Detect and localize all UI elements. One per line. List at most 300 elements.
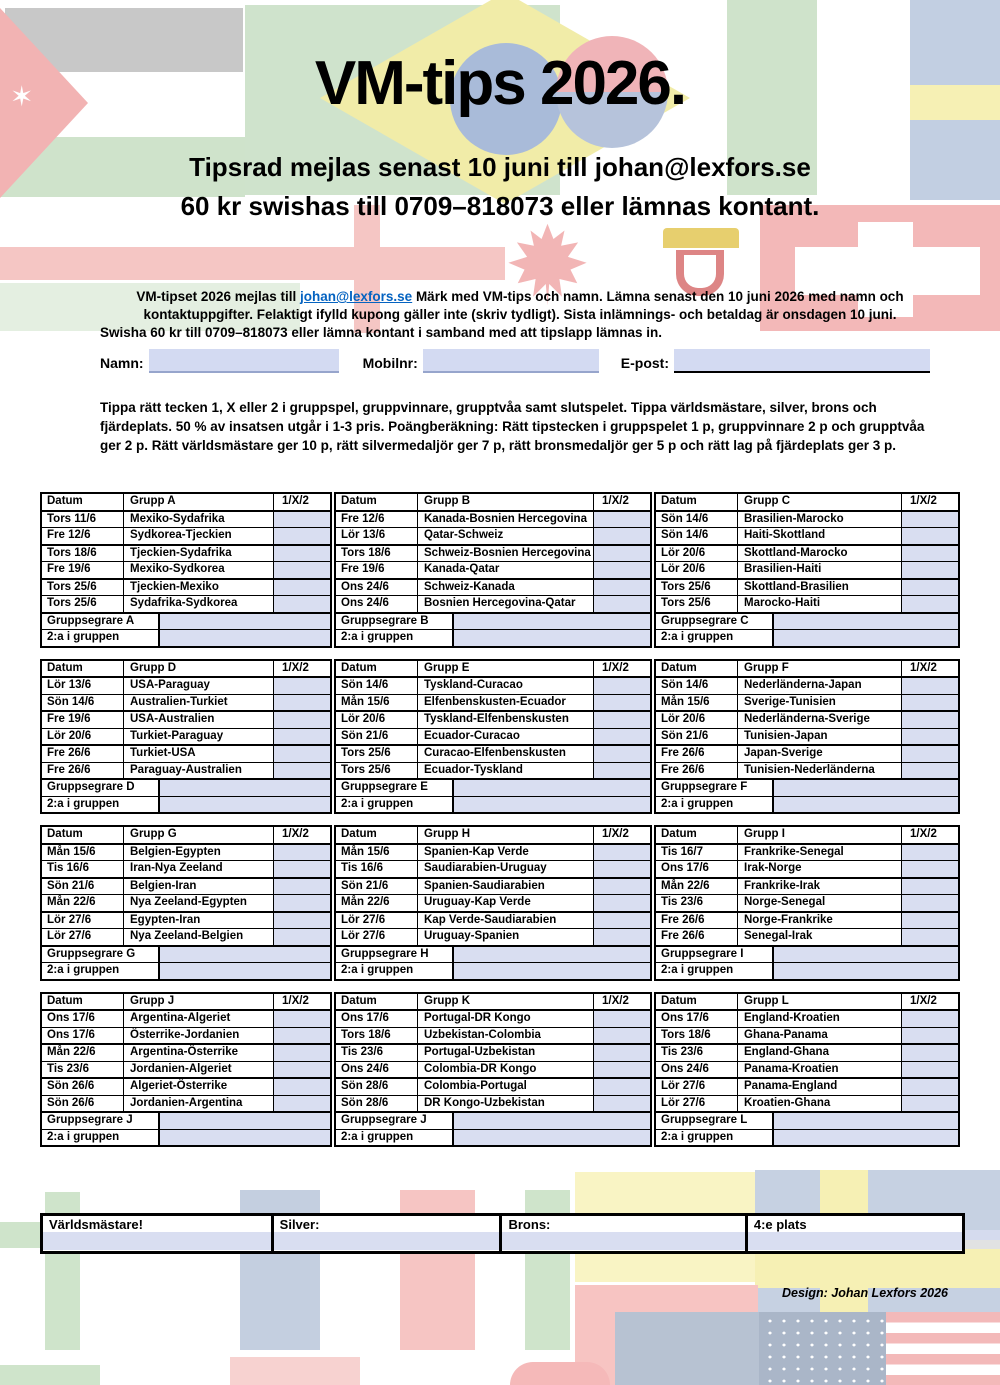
group-winner-row [336,1111,650,1129]
group-runnerup-label: 2:a i gruppen [656,1130,774,1146]
match-teams: Brasilien-Haiti [738,562,902,578]
tip-input-cell[interactable] [902,1079,958,1095]
tip-input-cell[interactable] [594,1045,650,1061]
column-header-group: Grupp K [418,994,594,1010]
group-runnerup-input[interactable] [454,1130,650,1146]
match-date: Ons 24/6 [656,1062,738,1078]
column-header-datum: Datum [656,994,738,1010]
match-date: Sön 21/6 [336,879,418,895]
match-row [656,843,958,861]
match-row [656,911,958,929]
group-table-B [334,492,652,648]
tip-input-cell[interactable] [594,1011,650,1027]
group-runnerup-row [336,1129,650,1146]
match-teams: Spanien-Saudiarabien [418,879,594,895]
tip-input-cell[interactable] [902,1028,958,1044]
group-winner-label: Gruppsegrare D [42,780,160,796]
match-date: Sön 26/6 [42,1079,124,1095]
match-teams: Argentina-Österrike [124,1045,274,1061]
match-teams: Sydkorea-Tjeckien [124,528,274,544]
tip-input-cell[interactable] [902,546,958,562]
group-runnerup-label: 2:a i gruppen [656,963,774,979]
group-runnerup-input[interactable] [160,797,330,813]
match-row [42,694,330,711]
name-input[interactable] [149,349,339,373]
tip-input-cell[interactable] [274,528,330,544]
column-header-tip: 1/X/2 [602,994,629,1007]
match-date: Mån 15/6 [336,695,418,711]
tip-input-cell[interactable] [274,596,330,612]
match-teams: Bosnien Hercegovina-Qatar [418,596,594,612]
fourth-place-cell [748,1216,962,1251]
tip-input-cell[interactable] [274,1028,330,1044]
group-runnerup-input[interactable] [454,797,650,813]
column-header-datum: Datum [42,994,124,1010]
tip-input-cell[interactable] [594,596,650,612]
match-teams: Tunisien-Nederländerna [738,763,902,779]
column-header-datum: Datum [656,661,738,677]
match-row [42,843,330,861]
tip-input-cell[interactable] [902,1096,958,1112]
tip-input-cell[interactable] [274,562,330,578]
tip-input-cell[interactable] [594,763,650,779]
tip-input-cell[interactable] [274,861,330,877]
tip-input-cell[interactable] [274,763,330,779]
group-runnerup-input[interactable] [774,1130,958,1146]
tip-input-cell[interactable] [902,1011,958,1027]
group-runnerup-input[interactable] [454,630,650,646]
tip-input-cell[interactable] [902,580,958,596]
match-teams: Norge-Frankrike [738,913,902,929]
match-date: Lör 20/6 [42,729,124,745]
match-teams: Panama-Kroatien [738,1062,902,1078]
group-runnerup-label: 2:a i gruppen [42,797,160,813]
match-teams: Sydafrika-Sydkorea [124,596,274,612]
tip-input-cell[interactable] [594,512,650,528]
group-winner-label: Gruppsegrare C [656,614,774,630]
intro-text [100,288,940,342]
column-header-group: Grupp B [418,494,594,510]
tip-input-cell[interactable] [594,895,650,911]
tip-input-cell[interactable] [902,596,958,612]
group-runnerup-label: 2:a i gruppen [336,797,454,813]
match-row [336,1027,650,1044]
tip-input-cell[interactable] [274,845,330,861]
column-header-group: Grupp I [738,827,902,843]
match-date: Fre 26/6 [656,929,738,945]
match-teams: Panama-England [738,1079,902,1095]
tip-input-cell[interactable] [274,929,330,945]
tip-input-cell[interactable] [902,528,958,544]
match-date: Sön 28/6 [336,1096,418,1112]
match-row [42,1043,330,1061]
tip-input-cell[interactable] [594,1079,650,1095]
group-runnerup-input[interactable] [774,630,958,646]
tip-input-cell[interactable] [274,1096,330,1112]
tip-input-cell[interactable] [902,712,958,728]
tip-input-cell[interactable] [274,1062,330,1078]
group-runnerup-row [42,796,330,813]
match-row [336,710,650,728]
silver-input[interactable] [274,1232,500,1250]
match-teams: Colombia-Portugal [418,1079,594,1095]
match-teams: Kanada-Bosnien Hercegovina [418,512,594,528]
match-row [42,728,330,745]
match-row [336,728,650,745]
group-winner-label: Gruppsegrare J [336,1113,454,1129]
match-teams: Tunisien-Japan [738,729,902,745]
match-date: Ons 17/6 [336,1011,418,1027]
match-date: Ons 24/6 [336,580,418,596]
match-date: Tis 16/6 [336,861,418,877]
group-winner-input[interactable] [774,947,958,963]
group-runnerup-input[interactable] [774,797,958,813]
match-row [336,510,650,528]
match-teams: Sverige-Tunisien [738,695,902,711]
tip-input-cell[interactable] [902,746,958,762]
match-row [42,860,330,877]
group-table-G [40,825,332,981]
group-winner-input[interactable] [160,614,330,630]
table-band-1 [40,492,962,648]
tip-input-cell[interactable] [274,1045,330,1061]
tip-input-cell[interactable] [274,1079,330,1095]
match-row [656,676,958,694]
group-runnerup-label: 2:a i gruppen [656,630,774,646]
group-runnerup-input[interactable] [160,630,330,646]
match-date: Tors 25/6 [42,580,124,596]
group-winner-label: Gruppsegrare J [42,1113,160,1129]
match-date: Mån 22/6 [656,879,738,895]
match-date: Lör 20/6 [656,562,738,578]
match-teams: England-Ghana [738,1045,902,1061]
group-winner-label: Gruppsegrare G [42,947,160,963]
match-teams: Marocko-Haiti [738,596,902,612]
group-winner-row [42,612,330,630]
match-teams: Uruguay-Spanien [418,929,594,945]
intro-line1-pre: VM-tipset 2026 mejlas till [136,289,300,304]
match-teams: Tjeckien-Mexiko [124,580,274,596]
match-date: Tors 25/6 [336,746,418,762]
tip-input-cell[interactable] [902,678,958,694]
champion-input[interactable] [43,1232,271,1250]
match-row [42,762,330,779]
group-runnerup-label: 2:a i gruppen [42,963,160,979]
match-date: Lör 20/6 [656,712,738,728]
tip-input-cell[interactable] [274,895,330,911]
subtitle-swish: 60 kr swishas till 0709–818073 eller lämnas kontant. [180,191,820,221]
tip-input-cell[interactable] [274,913,330,929]
match-row [336,928,650,945]
group-winner-input[interactable] [160,780,330,796]
group-table-L [654,992,960,1148]
column-header-group: Grupp H [418,827,594,843]
tip-input-cell[interactable] [594,695,650,711]
match-row [42,928,330,945]
match-teams: Brasilien-Marocko [738,512,902,528]
match-row [336,561,650,578]
tip-input-cell[interactable] [594,1028,650,1044]
column-header-tip: 1/X/2 [910,661,937,674]
group-winner-input[interactable] [160,1113,330,1129]
match-row [42,544,330,562]
column-header-tip: 1/X/2 [910,828,937,840]
match-row [656,710,958,728]
fourth-place-label: 4:e plats [753,1217,807,1232]
group-runnerup-input[interactable] [454,963,650,979]
group-table-A [40,492,332,648]
match-teams: Jordanien-Algeriet [124,1062,274,1078]
mobile-input[interactable] [423,349,599,373]
match-teams: Schweiz-Kanada [418,580,594,596]
tip-input-cell[interactable] [902,879,958,895]
group-runnerup-label: 2:a i gruppen [336,1130,454,1146]
group-winner-row [656,778,958,796]
tip-input-cell[interactable] [594,580,650,596]
match-date: Fre 26/6 [656,763,738,779]
match-teams: Jordanien-Argentina [124,1096,274,1112]
group-runnerup-input[interactable] [160,963,330,979]
group-runnerup-row [656,962,958,979]
group-table-J [40,992,332,1148]
tip-input-cell[interactable] [902,1062,958,1078]
match-row [42,561,330,578]
match-teams: Qatar-Schweiz [418,528,594,544]
group-runnerup-label: 2:a i gruppen [336,630,454,646]
match-teams: Colombia-DR Kongo [418,1062,594,1078]
match-date: Lör 13/6 [42,678,124,694]
match-teams: Nya Zeeland-Belgien [124,929,274,945]
group-winner-row [656,612,958,630]
tip-input-cell[interactable] [594,1062,650,1078]
column-header-datum: Datum [42,827,124,843]
group-runnerup-row [336,962,650,979]
tip-input-cell[interactable] [594,879,650,895]
match-row [42,911,330,929]
match-date: Ons 24/6 [336,596,418,612]
tip-input-cell[interactable] [594,528,650,544]
match-row [336,1061,650,1078]
group-winner-input[interactable] [160,947,330,963]
match-row [656,1027,958,1044]
tip-input-cell[interactable] [594,1096,650,1112]
match-row [336,1077,650,1095]
column-header-datum: Datum [336,494,418,510]
match-teams: Iran-Nya Zeeland [124,861,274,877]
group-winner-input[interactable] [454,947,650,963]
match-row [336,762,650,779]
tip-input-cell[interactable] [594,546,650,562]
match-row [656,894,958,911]
group-runnerup-row [42,1129,330,1146]
match-date: Ons 17/6 [42,1028,124,1044]
table-header-row [336,827,650,843]
tip-input-cell[interactable] [902,913,958,929]
email-link[interactable]: johan@lexfors.se [299,289,413,304]
column-header-datum: Datum [42,494,124,510]
champion-cell [43,1216,274,1251]
match-date: Tis 16/6 [42,861,124,877]
match-date: Tors 11/6 [42,512,124,528]
match-row [656,744,958,762]
tip-input-cell[interactable] [902,729,958,745]
tip-input-cell[interactable] [274,546,330,562]
tip-input-cell[interactable] [902,562,958,578]
match-teams: Tjeckien-Sydafrika [124,546,274,562]
column-header-group: Grupp L [738,994,902,1010]
match-teams: Kanada-Qatar [418,562,594,578]
tip-input-cell[interactable] [274,729,330,745]
match-date: Tis 23/6 [656,895,738,911]
email-input[interactable] [674,349,930,373]
column-header-tip: 1/X/2 [282,495,309,507]
tip-input-cell[interactable] [902,845,958,861]
group-winner-row [656,945,958,963]
group-winner-row [42,778,330,796]
column-header-tip: 1/X/2 [602,495,629,507]
column-header-group: Grupp D [124,661,274,677]
match-row [656,728,958,745]
tip-input-cell[interactable] [902,695,958,711]
match-teams: Elfenbenskusten-Ecuador [418,695,594,711]
match-row [336,694,650,711]
tip-input-cell[interactable] [594,861,650,877]
tip-input-cell[interactable] [902,861,958,877]
group-runnerup-input[interactable] [160,1130,330,1146]
intro-line2: Swisha 60 kr till 0709–818073 eller lämna kontant i samband med att tipslapp lämnas in. [100,325,662,340]
column-header-tip: 1/X/2 [910,495,937,507]
table-header-row [336,494,650,510]
match-date: Sön 21/6 [42,879,124,895]
match-date: Tors 25/6 [336,763,418,779]
group-runnerup-row [656,796,958,813]
tip-input-cell[interactable] [594,929,650,945]
column-header-group: Grupp G [124,827,274,843]
match-row [656,595,958,612]
group-winner-input[interactable] [774,614,958,630]
fourth-place-input[interactable] [748,1232,962,1250]
match-date: Sön 14/6 [656,528,738,544]
match-date: Lör 27/6 [42,913,124,929]
match-date: Lör 27/6 [656,1096,738,1112]
name-label: Namn: [100,355,144,371]
match-teams: Turkiet-USA [124,746,274,762]
match-row [656,877,958,895]
tip-input-cell[interactable] [902,763,958,779]
tip-input-cell[interactable] [594,913,650,929]
tip-input-cell[interactable] [274,512,330,528]
tip-input-cell[interactable] [902,512,958,528]
table-band-4 [40,992,962,1148]
match-teams: Portugal-Uzbekistan [418,1045,594,1061]
match-teams: Belgien-Egypten [124,845,274,861]
tip-input-cell[interactable] [274,580,330,596]
rules-text: Tippa rätt tecken 1, X eller 2 i gruppspel, gruppvinnare, grupptvåa samt slutspelet. Tippa världsmästare, silver, brons och fjärdeplats. 50 % av insatsen utgår i 1-3 pris. Poängberäkning: Rätt tipstecken i gruppspelet 1 p, gruppvinnare 2 p och grupptvåa ger 2 p. Rätt världsmästare ger 10 p, rätt silvermedaljör ger 7 p, rätt bronsmedaljör ger 5 p och rätt lag på fjärdeplats ger 3 p. [100,400,925,453]
match-date: Tors 18/6 [336,1028,418,1044]
tip-input-cell[interactable] [902,895,958,911]
match-row [656,694,958,711]
match-row [336,911,650,929]
group-winner-input[interactable] [454,614,650,630]
column-header-group: Grupp J [124,994,274,1010]
group-winner-input[interactable] [454,1113,650,1129]
match-row [656,510,958,528]
match-teams: Senegal-Irak [738,929,902,945]
tip-input-cell[interactable] [274,746,330,762]
match-teams: Frankrike-Senegal [738,845,902,861]
group-runnerup-row [336,796,650,813]
match-row [336,676,650,694]
tip-input-cell[interactable] [274,695,330,711]
bronze-input[interactable] [502,1232,744,1250]
match-teams: Uzbekistan-Colombia [418,1028,594,1044]
group-winner-row [656,1111,958,1129]
group-winner-row [42,945,330,963]
tip-input-cell[interactable] [594,845,650,861]
tip-input-cell[interactable] [594,678,650,694]
tip-input-cell[interactable] [274,678,330,694]
match-row [336,894,650,911]
tip-input-cell[interactable] [594,712,650,728]
tip-input-cell[interactable] [594,729,650,745]
table-header-row [656,827,958,843]
group-runnerup-row [336,629,650,646]
tip-input-cell[interactable] [274,879,330,895]
match-date: Sön 14/6 [336,678,418,694]
tip-input-cell[interactable] [594,562,650,578]
group-table-H [334,825,652,981]
match-date: Tors 25/6 [42,596,124,612]
match-date: Mån 15/6 [656,695,738,711]
match-teams: USA-Paraguay [124,678,274,694]
tip-input-cell[interactable] [902,1045,958,1061]
match-teams: Nederländerna-Sverige [738,712,902,728]
group-winner-input[interactable] [774,1113,958,1129]
tip-input-cell[interactable] [274,712,330,728]
group-runnerup-input[interactable] [774,963,958,979]
group-winner-label: Gruppsegrare I [656,947,774,963]
tip-input-cell[interactable] [902,929,958,945]
tip-input-cell[interactable] [274,1011,330,1027]
silver-label: Silver: [279,1217,320,1232]
page-title: VM-tips 2026. [314,49,686,118]
group-winner-input[interactable] [774,780,958,796]
table-header-row [656,494,958,510]
group-runnerup-row [42,629,330,646]
match-teams: Curacao-Elfenbenskusten [418,746,594,762]
match-row [656,860,958,877]
group-winner-row [336,945,650,963]
match-teams: Norge-Senegal [738,895,902,911]
tip-input-cell[interactable] [594,746,650,762]
group-winner-input[interactable] [454,780,650,796]
match-teams: Nya Zeeland-Egypten [124,895,274,911]
match-teams: Tyskland-Elfenbenskusten [418,712,594,728]
match-teams: Belgien-Iran [124,879,274,895]
match-date: Fre 26/6 [42,763,124,779]
match-row [42,894,330,911]
match-row [42,510,330,528]
match-teams: Saudiarabien-Uruguay [418,861,594,877]
match-teams: Spanien-Kap Verde [418,845,594,861]
match-teams: Portugal-DR Kongo [418,1011,594,1027]
match-date: Sön 14/6 [42,695,124,711]
match-date: Fre 19/6 [42,562,124,578]
match-teams: Skottland-Brasilien [738,580,902,596]
match-date: Mån 22/6 [336,895,418,911]
match-date: Tis 23/6 [656,1045,738,1061]
group-table-I [654,825,960,981]
